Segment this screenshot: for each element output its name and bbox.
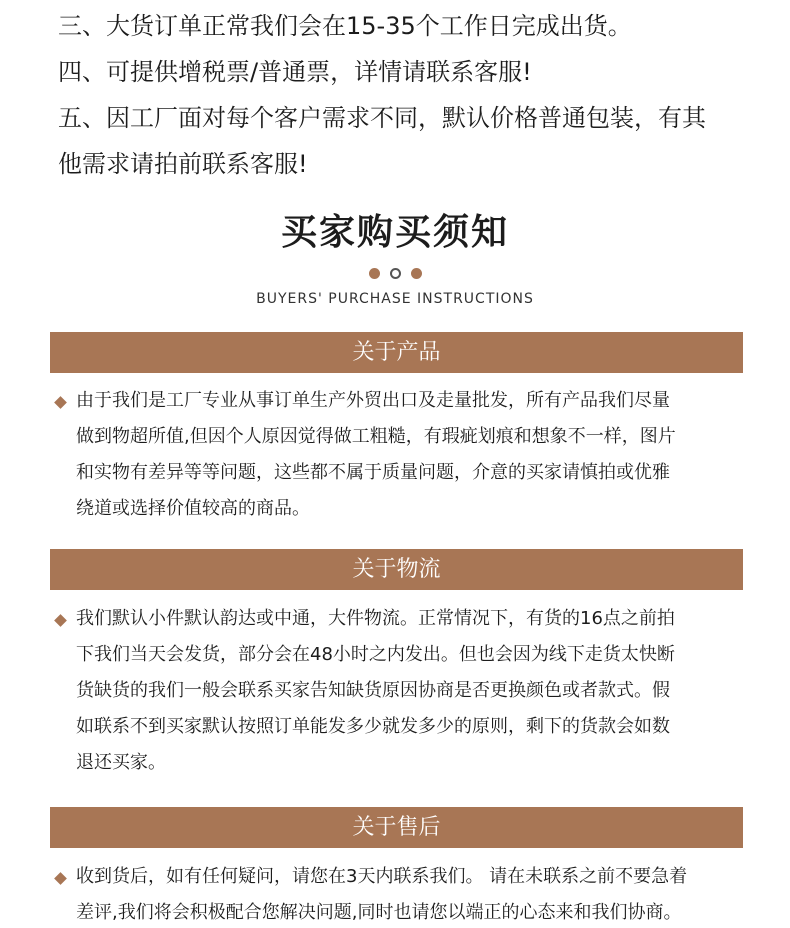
body-line: 差评,我们将会积极配合您解决问题,同时也请您以端正的心态来和我们协商。 [76, 902, 682, 923]
body-line: 绕道或选择价值较高的商品。 [76, 498, 310, 519]
intro-line-5: 五、因工厂面对每个客户需求不同，默认价格普通包装，有其 [58, 104, 706, 132]
body-line: 如联系不到买家默认按照订单能发多少就发多少的原则，剩下的货款会如数 [76, 716, 670, 737]
diamond-bullet-icon [54, 614, 67, 627]
intro-line-3: 三、大货订单正常我们会在15-35个工作日完成出货。 [58, 12, 632, 40]
body-line: 我们默认小件默认韵达或中通，大件物流。正常情况下，有货的16点之前拍 [76, 608, 675, 629]
dot-icon [411, 268, 422, 279]
diamond-bullet-icon [54, 872, 67, 885]
body-line: 下我们当天会发货，部分会在48小时之内发出。但也会因为线下走货太快断 [76, 644, 675, 665]
section-heading-product: 关于产品 [50, 332, 743, 373]
diamond-bullet-icon [54, 396, 67, 409]
intro-line-4: 四、可提供增税票/普通票，详情请联系客服! [58, 58, 532, 86]
body-line: 货缺货的我们一般会联系买家告知缺货原因协商是否更换颜色或者款式。假 [76, 680, 670, 701]
intro-line-5-cont: 他需求请拍前联系客服! [58, 150, 308, 178]
page-title: 买家购买须知 [280, 212, 509, 253]
body-line: 退还买家。 [76, 752, 166, 773]
section-heading-after-sales: 关于售后 [50, 807, 743, 848]
body-line: 和实物有差异等等问题，这些都不属于质量问题，介意的买家请慎拍或优雅 [76, 462, 670, 483]
section-heading-logistics: 关于物流 [50, 549, 743, 590]
body-line: 由于我们是工厂专业从事订单生产外贸出口及走量批发，所有产品我们尽量 [76, 390, 670, 411]
page-subtitle: BUYERS' PURCHASE INSTRUCTIONS [256, 291, 534, 307]
ring-dot-icon [390, 268, 401, 279]
dot-icon [369, 268, 380, 279]
body-line: 收到货后，如有任何疑问，请您在3天内联系我们。 请在未联系之前不要急着 [76, 866, 688, 887]
title-divider-dots [0, 268, 790, 279]
body-line: 做到物超所值,但因个人原因觉得做工粗糙，有瑕疵划痕和想象不一样，图片 [76, 426, 676, 447]
